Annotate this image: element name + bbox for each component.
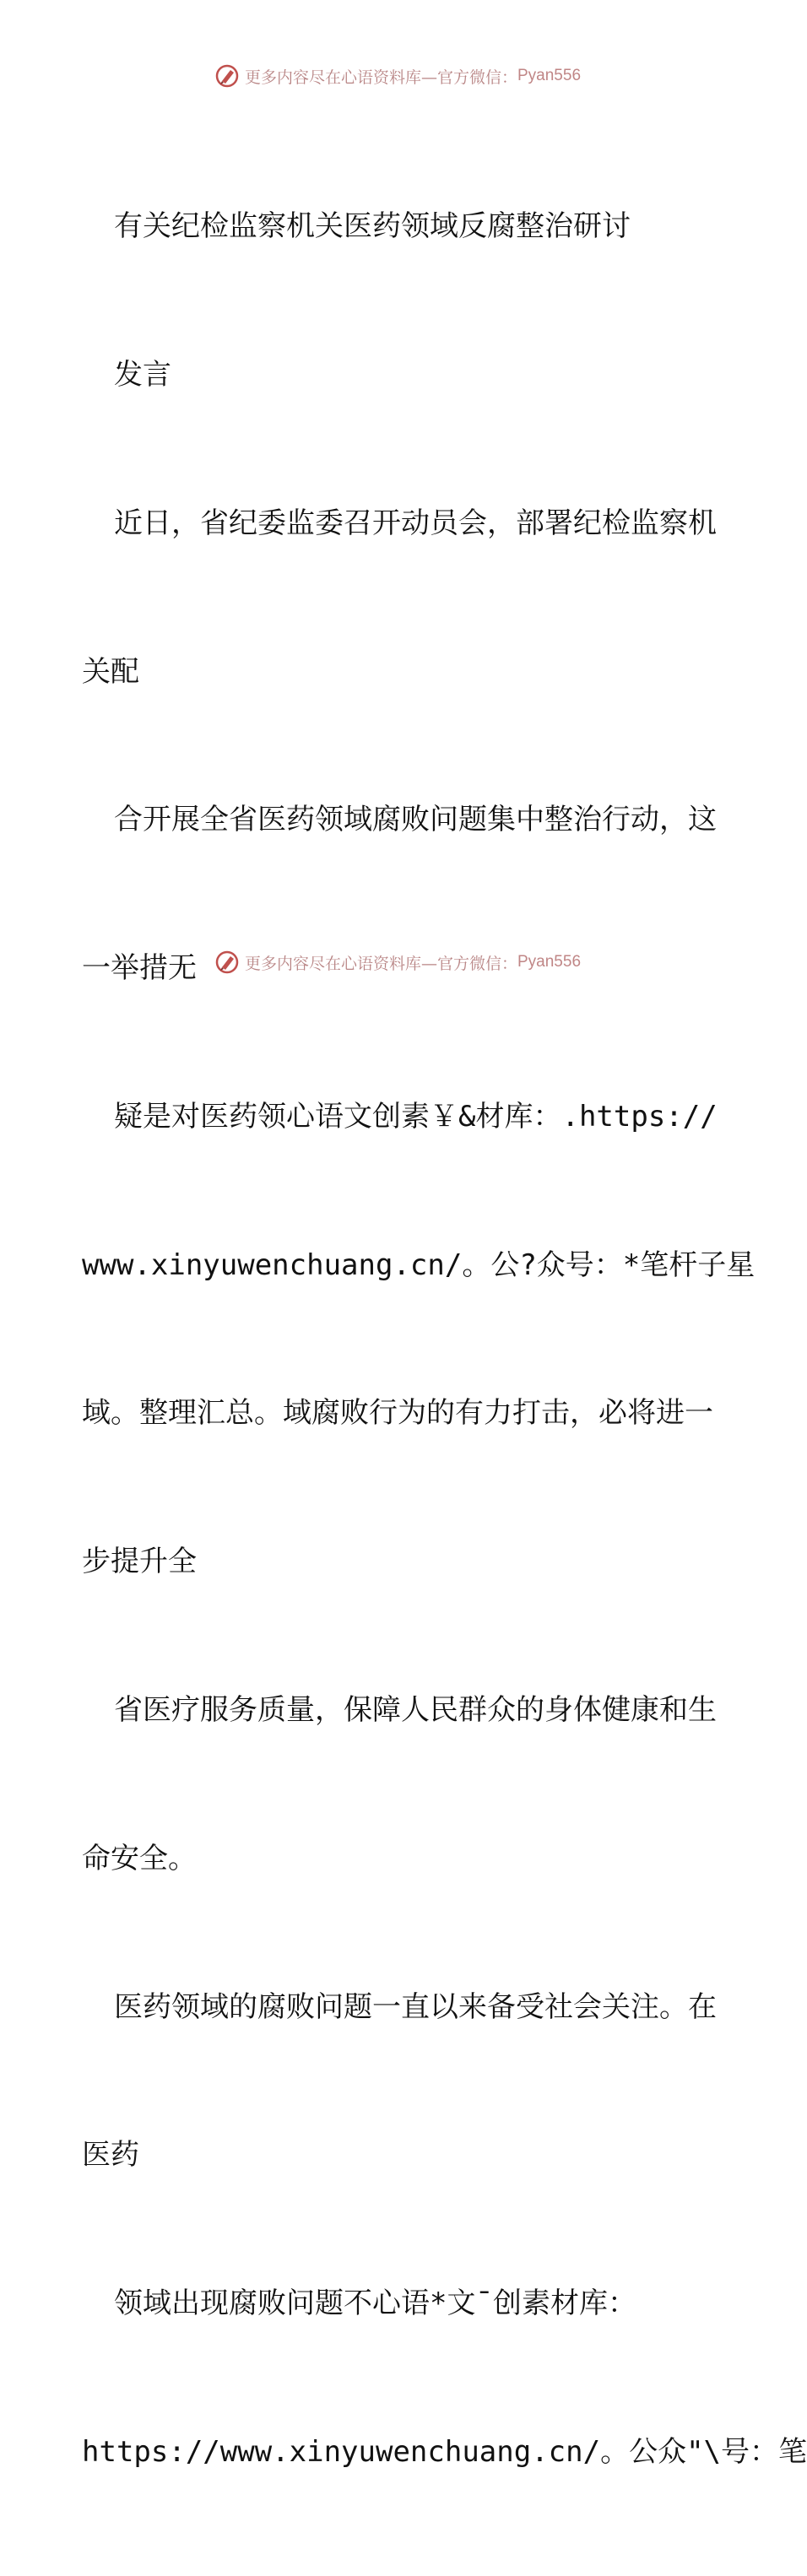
text-line: 步提升全 [82,1545,197,1579]
text-line: 省医疗服务质量，保障人民群众的身体健康和生 [114,1693,717,1727]
header-banner-text: 更多内容尽在心语资料库—官方微信： [244,68,517,87]
footer-banner-text: 更多内容尽在心语资料库—官方微信： [244,954,517,973]
text-line: 疑是对医药领心语文创素￥&材库：.https:// [114,1099,718,1134]
text-line: 关配 [82,654,139,689]
text-line: 一举措无 [82,951,197,986]
header-banner [0,59,802,93]
footer-banner-account: Pyan556 [517,953,582,971]
text-line: 命安全。 [82,1841,197,1875]
header-banner-account: Pyan556 [517,67,582,84]
footer-banner [0,945,802,979]
text-line: 合开展全省医药领域腐败问题集中整治行动，这 [114,803,717,837]
text-line: 领域出现腐败问题不心语*文¯创素材库： [114,2286,636,2321]
text-line: 发言 [114,357,171,392]
text-line: 有关纪检监察机关医药领域反腐整治研讨 [114,209,631,244]
text-line: https://www.xinyuwenchuang.cn/。公众"\号：笔 [82,2434,807,2469]
text-line: www.xinyuwenchuang.cn/。公?众号：*笔杆子星 [82,1247,756,1282]
text-line: 域。整理汇总。域腐败行为的有力打击，必将进一 [82,1396,713,1431]
document-body [82,103,807,2576]
text-line: 医药领域的腐败问题一直以来备受社会关注。在 [114,1989,717,2024]
pen-logo-icon [214,950,240,975]
text-line: 近日，省纪委监委召开动员会，部署纪检监察机 [114,506,717,540]
pen-logo-icon [214,63,240,89]
text-line: 医药 [82,2138,139,2173]
